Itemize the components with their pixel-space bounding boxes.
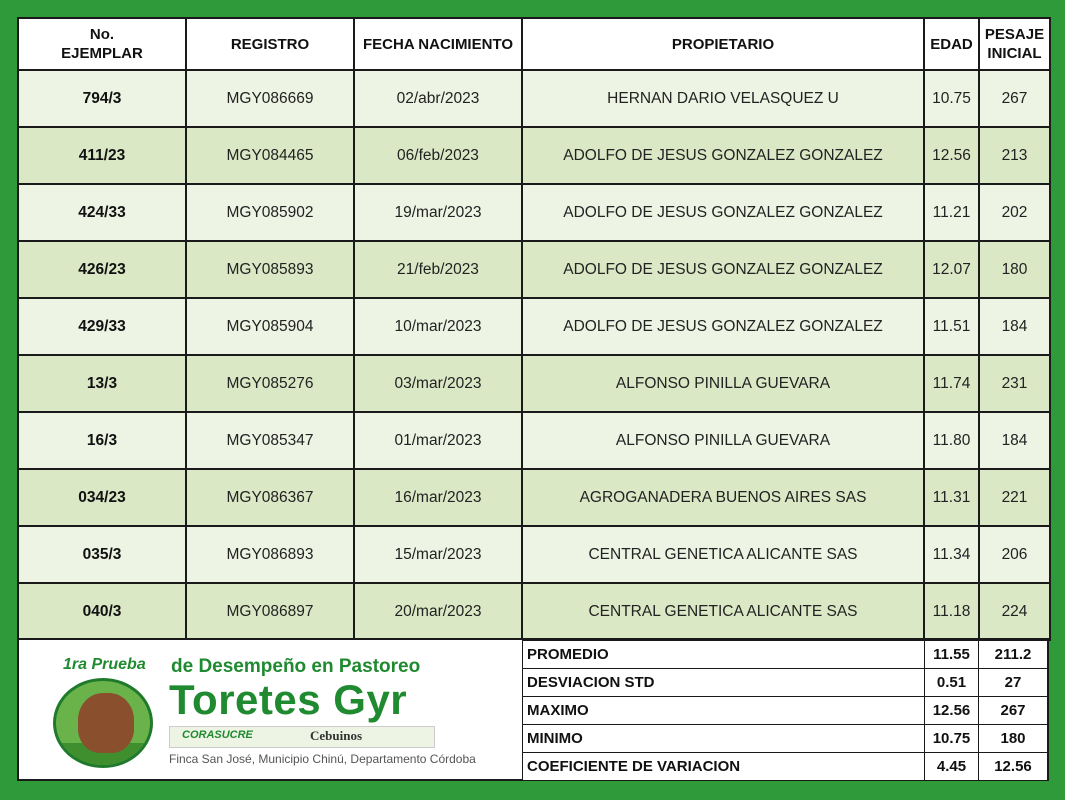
cell-fecha: 03/mar/2023	[354, 355, 522, 412]
event-location: Finca San José, Municipio Chinú, Departamento Córdoba	[169, 752, 476, 766]
cell-propietario: CENTRAL GENETICA ALICANTE SAS	[522, 583, 924, 640]
stat-label: PROMEDIO	[523, 641, 925, 669]
ejemplares-table	[17, 17, 1051, 641]
cell-registro: MGY086897	[186, 583, 354, 640]
stat-label: COEFICIENTE DE VARIACION	[523, 753, 925, 781]
stat-label: MAXIMO	[523, 697, 925, 725]
stat-edad: 11.55	[925, 641, 979, 669]
header-no-line1: No.	[89, 26, 115, 43]
header-propietario: PROPIETARIO	[522, 18, 924, 70]
header-row	[18, 18, 1050, 70]
cell-fecha: 02/abr/2023	[354, 70, 522, 127]
stat-pesaje: 12.56	[979, 753, 1048, 781]
stat-pesaje: 180	[979, 725, 1048, 753]
stat-edad: 10.75	[925, 725, 979, 753]
cell-edad: 12.56	[924, 127, 979, 184]
cell-fecha: 01/mar/2023	[354, 412, 522, 469]
table-row	[18, 127, 1050, 184]
cell-pesaje: 202	[979, 184, 1050, 241]
event-subtitle: de Desempeño en Pastoreo	[171, 656, 421, 677]
table-row	[18, 355, 1050, 412]
stat-edad: 12.56	[925, 697, 979, 725]
table-row	[18, 469, 1050, 526]
header-pesaje-line1: PESAJE	[984, 26, 1045, 43]
stats-row	[523, 697, 1048, 725]
cell-pesaje: 213	[979, 127, 1050, 184]
header-registro: REGISTRO	[186, 18, 354, 70]
stat-label: MINIMO	[523, 725, 925, 753]
cell-registro: MGY085904	[186, 298, 354, 355]
cell-no: 411/23	[18, 127, 186, 184]
cell-no: 16/3	[18, 412, 186, 469]
cell-propietario: ALFONSO PINILLA GUEVARA	[522, 412, 924, 469]
header-pesaje	[979, 18, 1050, 70]
event-logo	[19, 640, 524, 779]
cell-no: 794/3	[18, 70, 186, 127]
stat-label: DESVIACION STD	[523, 669, 925, 697]
cell-registro: MGY085276	[186, 355, 354, 412]
cell-no: 426/23	[18, 241, 186, 298]
cell-propietario: CENTRAL GENETICA ALICANTE SAS	[522, 526, 924, 583]
cell-fecha: 19/mar/2023	[354, 184, 522, 241]
cell-registro: MGY085902	[186, 184, 354, 241]
stat-pesaje: 211.2	[979, 641, 1048, 669]
table-row	[18, 298, 1050, 355]
cell-pesaje: 231	[979, 355, 1050, 412]
cell-registro: MGY086367	[186, 469, 354, 526]
cell-edad: 11.74	[924, 355, 979, 412]
stats-row	[523, 669, 1048, 697]
stats-row	[523, 641, 1048, 669]
stat-pesaje: 27	[979, 669, 1048, 697]
header-edad: EDAD	[924, 18, 979, 70]
cell-propietario: ADOLFO DE JESUS GONZALEZ GONZALEZ	[522, 241, 924, 298]
bull-head-icon	[78, 693, 134, 753]
cell-registro: MGY085347	[186, 412, 354, 469]
summary-panel	[17, 638, 1049, 781]
cell-edad: 10.75	[924, 70, 979, 127]
table-row	[18, 241, 1050, 298]
table-row	[18, 184, 1050, 241]
cell-pesaje: 206	[979, 526, 1050, 583]
cell-edad: 11.21	[924, 184, 979, 241]
cell-propietario: ADOLFO DE JESUS GONZALEZ GONZALEZ	[522, 184, 924, 241]
prueba-label: 1ra Prueba	[63, 656, 146, 673]
cell-edad: 11.80	[924, 412, 979, 469]
cell-registro: MGY085893	[186, 241, 354, 298]
cell-no: 034/23	[18, 469, 186, 526]
cell-fecha: 21/feb/2023	[354, 241, 522, 298]
cell-pesaje: 224	[979, 583, 1050, 640]
header-no-line2: EJEMPLAR	[61, 45, 143, 62]
cell-no: 429/33	[18, 298, 186, 355]
cell-no: 13/3	[18, 355, 186, 412]
cell-fecha: 16/mar/2023	[354, 469, 522, 526]
cell-pesaje: 267	[979, 70, 1050, 127]
stats-table	[522, 640, 1048, 781]
sponsor-bar	[169, 726, 435, 748]
table-row	[18, 583, 1050, 640]
cell-pesaje: 184	[979, 298, 1050, 355]
cell-fecha: 10/mar/2023	[354, 298, 522, 355]
stat-edad: 0.51	[925, 669, 979, 697]
cell-propietario: HERNAN DARIO VELASQUEZ U	[522, 70, 924, 127]
table-row	[18, 412, 1050, 469]
table-row	[18, 70, 1050, 127]
cell-fecha: 15/mar/2023	[354, 526, 522, 583]
stat-pesaje: 267	[979, 697, 1048, 725]
header-fecha: FECHA NACIMIENTO	[354, 18, 522, 70]
cell-propietario: AGROGANADERA BUENOS AIRES SAS	[522, 469, 924, 526]
cell-no: 040/3	[18, 583, 186, 640]
cell-registro: MGY086669	[186, 70, 354, 127]
cell-edad: 11.34	[924, 526, 979, 583]
cell-registro: MGY084465	[186, 127, 354, 184]
cell-no: 035/3	[18, 526, 186, 583]
table-row	[18, 526, 1050, 583]
cell-no: 424/33	[18, 184, 186, 241]
header-no-ejemplar	[18, 18, 186, 70]
header-pesaje-line2: INICIAL	[987, 45, 1042, 62]
cell-propietario: ALFONSO PINILLA GUEVARA	[522, 355, 924, 412]
cell-fecha: 06/feb/2023	[354, 127, 522, 184]
cell-pesaje: 184	[979, 412, 1050, 469]
cell-edad: 11.31	[924, 469, 979, 526]
cell-edad: 12.07	[924, 241, 979, 298]
cell-fecha: 20/mar/2023	[354, 583, 522, 640]
cell-edad: 11.18	[924, 583, 979, 640]
cell-edad: 11.51	[924, 298, 979, 355]
cell-pesaje: 221	[979, 469, 1050, 526]
stats-row	[523, 753, 1048, 781]
cell-propietario: ADOLFO DE JESUS GONZALEZ GONZALEZ	[522, 127, 924, 184]
stats-row	[523, 725, 1048, 753]
cell-propietario: ADOLFO DE JESUS GONZALEZ GONZALEZ	[522, 298, 924, 355]
cell-pesaje: 180	[979, 241, 1050, 298]
event-title: Toretes Gyr	[169, 676, 408, 723]
cell-registro: MGY086893	[186, 526, 354, 583]
stat-edad: 4.45	[925, 753, 979, 781]
sponsor-cebuinos-logo: Cebuinos	[310, 728, 363, 743]
sponsor-corasucre-logo: CORASUCRE	[182, 729, 253, 741]
cow-badge-icon	[53, 678, 153, 768]
